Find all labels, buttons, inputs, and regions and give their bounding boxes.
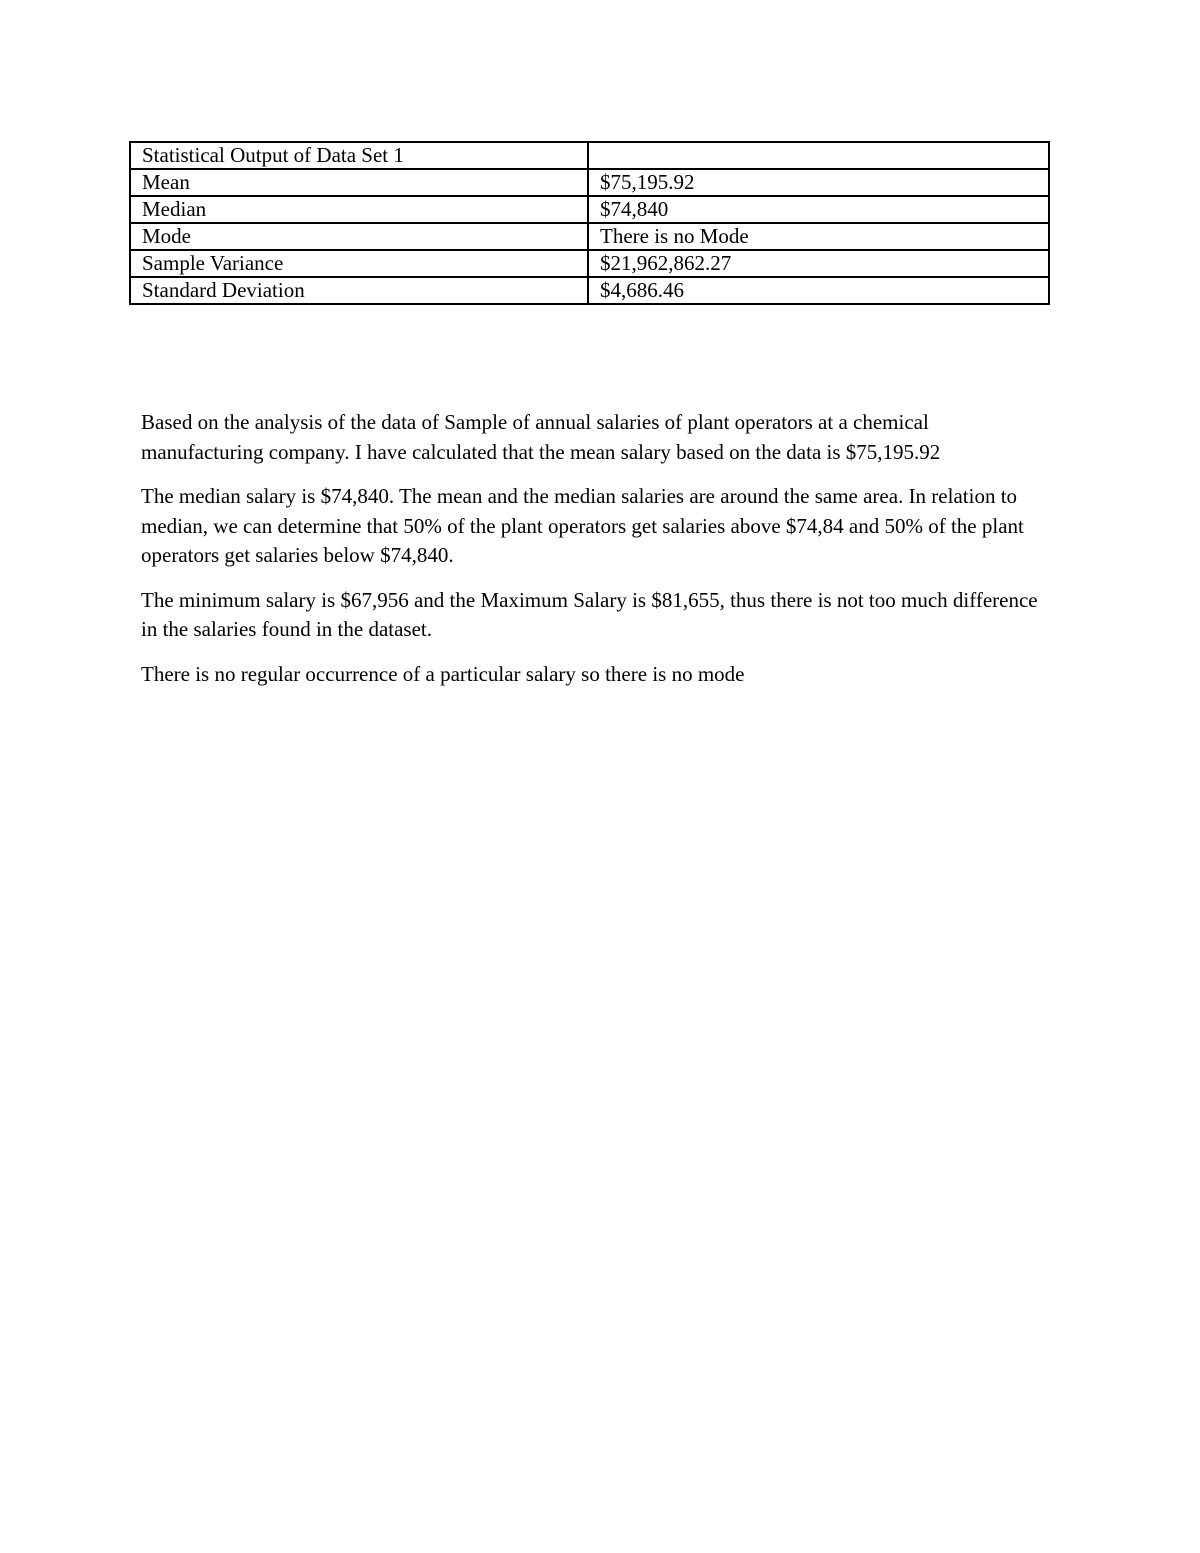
paragraph-range: The minimum salary is $67,956 and the Maximum Salary is $81,655, thus there is not too much difference in the salaries found in the dataset. — [141, 587, 1038, 641]
table-title-value-cell — [588, 142, 1049, 169]
stat-value-sample-variance: $21,962,862.27 — [588, 250, 1049, 277]
statistics-table — [129, 141, 1050, 305]
paragraph-mean: Based on the analysis of the data of Sample of annual salaries of plant operators at a chemical manufacturing company. I have calculated that the mean salary based on the data is $75,195.92 — [141, 410, 941, 464]
stat-value-mean: $75,195.92 — [588, 169, 1049, 196]
stat-label-mode: Mode — [130, 223, 588, 250]
table-row — [130, 277, 1049, 304]
stat-value-median: $74,840 — [588, 196, 1049, 223]
stat-label-standard-deviation: Standard Deviation — [130, 277, 588, 304]
table-header-row — [130, 142, 1049, 169]
table-title-cell: Statistical Output of Data Set 1 — [130, 142, 588, 169]
table-row — [130, 223, 1049, 250]
paragraph-mode: There is no regular occurrence of a particular salary so there is no mode — [141, 661, 745, 686]
stat-label-sample-variance: Sample Variance — [130, 250, 588, 277]
table-row — [130, 196, 1049, 223]
analysis-text — [141, 408, 1056, 704]
stat-value-mode: There is no Mode — [588, 223, 1049, 250]
stat-value-standard-deviation: $4,686.46 — [588, 277, 1049, 304]
stat-label-median: Median — [130, 196, 588, 223]
paragraph-median: The median salary is $74,840. The mean and the median salaries are around the same area. In relation to median, we can determine that 50% of the plant operators get salaries above $74,84 and 50% of the plant operators get salaries below $74,840. — [141, 484, 1024, 567]
table-row — [130, 250, 1049, 277]
table-row — [130, 169, 1049, 196]
stat-label-mean: Mean — [130, 169, 588, 196]
